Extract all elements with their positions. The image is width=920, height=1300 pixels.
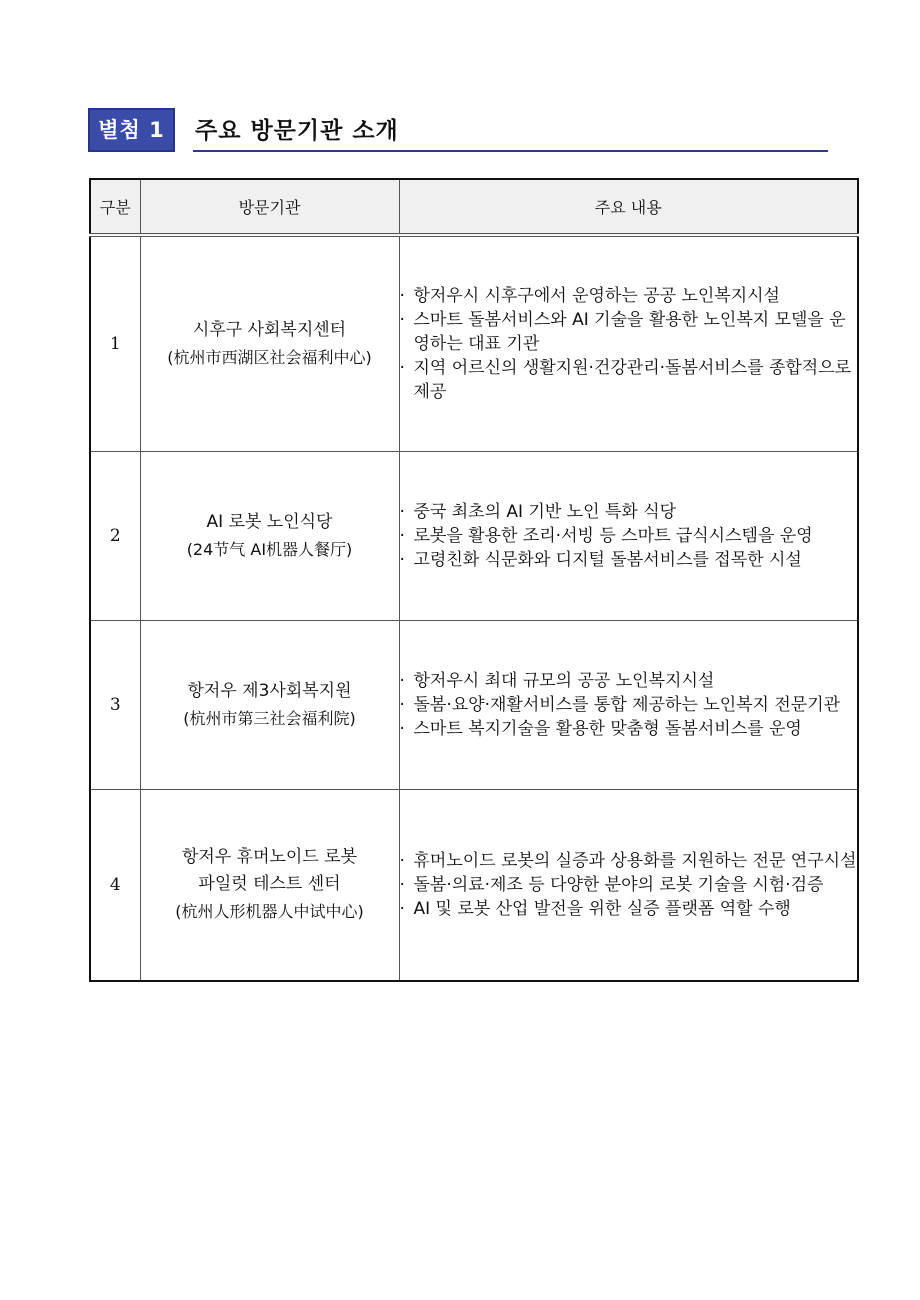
detail-item: · 로봇을 활용한 조리·서빙 등 스마트 급식시스템을 운영 [400,524,858,548]
attachment-header [88,108,828,154]
row-number: 2 [90,451,140,620]
table-row [90,235,858,451]
institution-name-ko: 항저우 제3사회복지원 [187,680,352,701]
detail-item: · 항저우시 시후구에서 운영하는 공공 노인복지시설 [400,284,858,308]
institution-details [399,235,858,451]
institution-name-zh: (杭州市西湖区社会福利中心) [167,347,372,367]
table-row [90,620,858,789]
row-number: 1 [90,235,140,451]
detail-item: · 휴머노이드 로봇의 실증과 상용화를 지원하는 전문 연구시설 [400,849,858,873]
institution-name [140,451,399,620]
institution-details [399,620,858,789]
institution-name-zh: (杭州人形机器人中试中心) [175,902,364,922]
institution-details [399,789,858,981]
row-number: 3 [90,620,140,789]
column-header-details: 주요 내용 [399,179,858,235]
institution-name-zh: (杭州市第三社会福利院) [183,708,356,728]
institution-name-ko: AI 로봇 노인식당 [206,511,333,532]
institution-name [140,789,399,981]
detail-item: · 스마트 복지기술을 활용한 맞춤형 돌봄서비스를 운영 [400,717,858,741]
attachment-badge: 별첨 1 [88,108,175,152]
institution-name-ko: 시후구 사회복지센터 [192,319,347,340]
page-title: 주요 방문기관 소개 [195,118,399,144]
institution-name-zh: (24节气 AI机器人餐厅) [186,539,353,559]
institution-name [140,620,399,789]
column-header-institution: 방문기관 [140,179,399,235]
row-number: 4 [90,789,140,981]
detail-item: · 돌봄·요양·재활서비스를 통합 제공하는 노인복지 전문기관 [400,693,858,717]
table-row [90,451,858,620]
detail-item: · AI 및 로봇 산업 발전을 위한 실증 플랫폼 역할 수행 [400,897,858,921]
title-underline [193,150,828,152]
detail-item: · 지역 어르신의 생활지원·건강관리·돌봄서비스를 종합적으로 제공 [400,356,858,404]
column-header-category: 구분 [90,179,140,235]
detail-item: · 스마트 돌봄서비스와 AI 기술을 활용한 노인복지 모델을 운영하는 대표 기관 [400,308,858,356]
detail-item: · 중국 최초의 AI 기반 노인 특화 식당 [400,500,858,524]
detail-item: · 항저우시 최대 규모의 공공 노인복지시설 [400,669,858,693]
detail-item: · 돌봄·의료·제조 등 다양한 분야의 로봇 기술을 시험·검증 [400,873,858,897]
institution-details [399,451,858,620]
detail-item: · 고령친화 식문화와 디지털 돌봄서비스를 접목한 시설 [400,548,858,572]
visit-institutions-table [89,178,859,982]
table-row [90,789,858,981]
table-header-row [90,179,858,235]
institution-name-ko: 항저우 휴머노이드 로봇 파일럿 테스트 센터 [181,847,358,895]
institution-name [140,235,399,451]
